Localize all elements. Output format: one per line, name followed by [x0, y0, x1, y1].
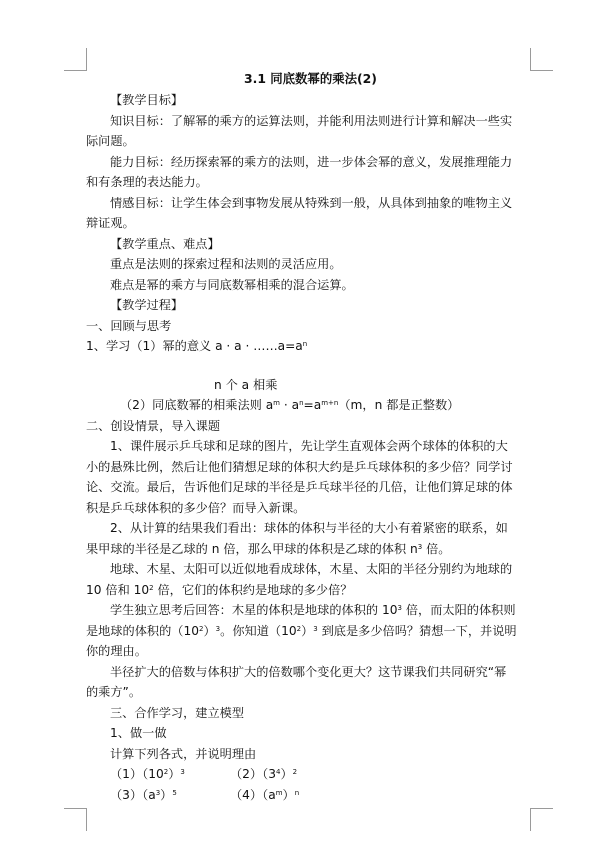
review-1: 1、学习（1）幂的意义 $a \cdot a \cdot \dots\dots a=a^n$ — [86, 339, 308, 353]
section-3-heading: 三、合作学习，建立模型 — [110, 706, 245, 720]
paragraph-4-line-3: 你的理由。 — [86, 644, 147, 658]
exercise-3: $(3)(a^3)^5$ — [110, 788, 177, 802]
section-2-heading: 二、创设情景，导入课题 — [86, 419, 221, 433]
paragraph-5-line-1: 半径扩大的倍数与体积扩大的倍数哪个变化更大？这节课我们共同研究“幂 — [110, 665, 507, 679]
paragraph-1-line-1: 1、课件展示乒乓球和足球的图片，先让学生直观体会两个球体的体积的大 — [110, 439, 508, 453]
heading-process: 【教学过程】 — [110, 298, 184, 312]
paragraph-1-line-3: 论、交流。最后，告诉他们足球的半径是乒乓球半径的几倍，让他们算足球的体 — [86, 480, 513, 494]
paragraph-3-line-1: 地球、木星、太阳可以近似地看成球体，木星、太阳的半径分别约为地球的 — [110, 562, 513, 576]
paragraph-5-line-2: 的乘方”。 — [86, 685, 142, 699]
do-it-heading: 1、做一做 — [110, 726, 167, 740]
paragraph-2-line-1: 2、从计算的结果我们看出：球体的体积与半径的大小有着紧密的联系，如 — [110, 521, 508, 535]
difficult-point: 难点是幂的乘方与同底数幂相乘的混合运算。 — [110, 278, 354, 292]
key-point: 重点是法则的探索过程和法则的灵活应用。 — [110, 257, 342, 271]
goal-knowledge-line-1: 知识目标：了解幂的乘方的运算法则，并能利用法则进行计算和解决一些实 — [110, 114, 513, 128]
crop-mark-bottom-right — [530, 808, 553, 831]
heading-goals: 【教学目标】 — [110, 93, 184, 107]
goal-ability-line-1: 能力目标：经历探索幂的乘方的法则，进一步体会幂的意义，发展推理能力 — [110, 155, 513, 169]
goal-ability-line-2: 和有条理的表达能力。 — [86, 175, 208, 189]
crop-mark-top-right — [530, 48, 553, 71]
section-1-heading: 一、回顾与思考 — [86, 319, 172, 333]
exercise-2: $(2)(3^4)^2$ — [230, 767, 298, 781]
goal-emotion-line-1: 情感目标：让学生体会到事物发展从特殊到一般，从具体到抽象的唯物主义 — [110, 196, 513, 210]
paragraph-1-line-4: 积是乒乓球体积的多少倍？而导入新课。 — [86, 501, 306, 515]
paragraph-4-line-1: 学生独立思考后回答：木星的体积是地球的体积的 $10^3$ 倍，而太阳的体积则 — [110, 603, 516, 617]
review-2: （2）同底数幂的相乘法则 $a^m \cdot a^n=a^{m+n}(m$，n 都是正整数） — [120, 398, 460, 412]
paragraph-3-line-2: 10 倍和 $10^2$ 倍，它们的体积约是地球的多少倍？ — [86, 583, 353, 597]
document-title: 3.1 同底数幂的乘法(2) — [244, 71, 377, 86]
crop-mark-top-left — [64, 48, 87, 71]
goal-emotion-line-2: 辩证观。 — [86, 216, 135, 230]
paragraph-4-line-2: 是地球的体积的$(10^2)^3$。你知道$(10^2)^3$ 到底是多少倍吗？猜想一下，并说明 — [86, 624, 517, 638]
exercise-4: $(4)(a^m)^n$ — [230, 788, 300, 802]
paragraph-2-line-2: 果甲球的半径是乙球的 n 倍，那么甲球的体积是乙球的体积 $n^3$ 倍。 — [86, 542, 451, 556]
heading-key-points: 【教学重点、难点】 — [110, 237, 220, 251]
review-1-note: n 个 a 相乘 — [214, 378, 278, 392]
goal-knowledge-line-2: 际问题。 — [86, 134, 135, 148]
exercise-1: $(1)(10^2)^3$ — [110, 767, 185, 781]
crop-mark-bottom-left — [64, 808, 87, 831]
paragraph-1-line-2: 小的悬殊比例，然后让他们猜想足球的体积大约是乒乓球体积的多少倍？同学讨 — [86, 460, 513, 474]
calc-instruction: 计算下列各式，并说明理由 — [110, 747, 257, 761]
